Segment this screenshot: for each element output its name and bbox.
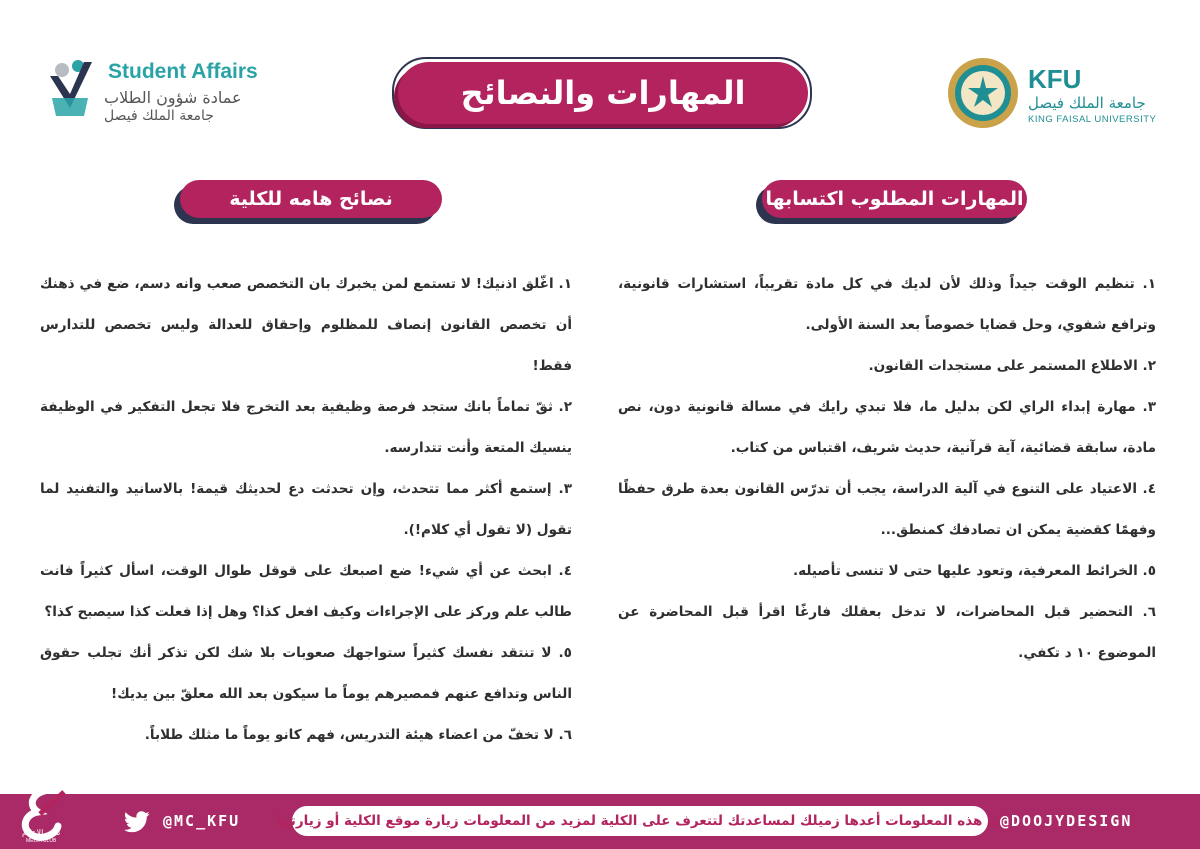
skills-list xyxy=(618,264,1156,674)
student-affairs-en: Student Affairs xyxy=(108,60,258,83)
skill-item: ٢. الاطلاع المستمر على مستجدات القانون. xyxy=(868,358,1156,374)
tips-heading: نصائح هامه للكلية xyxy=(180,180,442,218)
tip-item: ٣. إستمع أكثر مما تتحدث، وإن تحدثت دع لحديثك قيمة! بالاسانيد والتفنيد لما تقول (لا تقول أي كلام!). xyxy=(40,481,572,538)
page-title: المهارات والنصائح xyxy=(398,62,808,124)
student-affairs-logo xyxy=(48,58,258,128)
kfu-name-ar: جامعة الملك فيصل xyxy=(1028,94,1146,112)
tip-item: ١. اغّلق اذنيك! لا تستمع لمن يخبرك بان التخصص صعب وانه دسم، ضع في ذهنك أن تخصص القانون إنصاف للمظلوم وإحقاق للعدالة وليس تخصص للتدارس فقط! xyxy=(40,276,572,374)
tip-item: ٥. لا تنتقد نفسك كثيراً ستواجهك صعوبات بلا شك لكن تذكر أنك تجلب حقوق الناس وتدافع عنهم فمصيرهم يوماً ما سيكون بعد الله معلقّ بين يديك! xyxy=(40,645,572,702)
skill-item: ٤. الاعتياد على التنوع في آلية الدراسة، يجب أن تدرّس القانون بعدة طرق حفظًا وفهمًا كقضية يمكن ان تصادفك كمنطق... xyxy=(618,481,1156,538)
kfu-seal-icon xyxy=(946,56,1020,130)
student-affairs-ar: عمادة شؤون الطلاب xyxy=(104,88,242,107)
media-club-ar: نادي الإعلام xyxy=(22,828,61,837)
student-affairs-university-ar: جامعة الملك فيصل xyxy=(104,108,214,124)
student-affairs-emblem-icon xyxy=(48,58,100,124)
tip-item: ٢. ثقّ تماماً بانك ستجد فرصة وظيفية بعد التخرج فلا تجعل التفكير في الوظيفة ينسيك المتعة وأنت تتدارسه. xyxy=(40,399,572,456)
kfu-abbr: KFU xyxy=(1028,64,1082,94)
skill-item: ١. تنظيم الوقت جيداً وذلك لأن لديك في كل مادة تقريباً، استشارات قانونية، وترافع شفوي، وحل قضايا خصوصاً بعد السنة الأولى. xyxy=(618,276,1156,333)
skill-item: ٦. التحضير قبل المحاضرات، لا تدخل بعقلك فارغًا اقرأ قبل المحاضرة عن الموضوع ١٠ د تكفي. xyxy=(618,604,1156,661)
kfu-name-en: KING FAISAL UNIVERSITY xyxy=(1028,114,1157,125)
footer-message: ان هذه المعلومات أعدها زميلك لمساعدتك لتتعرف على الكلية لمزيد من المعلومات زيارة موقع الكلية أو زيارتها xyxy=(292,806,988,836)
twitter-handle[interactable]: @MC_KFU xyxy=(163,812,241,830)
skill-item: ٥. الخرائط المعرفية، وتعود عليها حتى لا تنسى تأصيله. xyxy=(792,563,1156,579)
tip-item: ٦. لا تخفّ من اعضاء هيئة التدريس، فهم كانو يوماً ما مثلك طلاباً. xyxy=(144,727,572,743)
twitter-icon[interactable] xyxy=(124,811,150,833)
tips-list xyxy=(40,264,572,756)
skills-heading: المهارات المطلوب اكتسابها xyxy=(762,180,1027,218)
skill-item: ٣. مهارة إبداء الراي لكن بدليل ما، فلا تبدي رايك في مسالة قانونية دون، نص مادة، سابقة قضائية، آية قرآنية، حديث شريف، اقتباس من كتاب. xyxy=(618,399,1156,456)
tip-item: ٤. ابحث عن أي شيء! ضع اصبعك على قوقل طوال الوقت، اسأل كثيراً فانت طالب علم وركز على الإجراءات وكيف افعل كذا؟ وهل إذا فعلت كذا سيصبح كذا؟ xyxy=(40,563,572,620)
designer-handle[interactable]: @DOOJYDESIGN xyxy=(1000,812,1133,830)
kfu-logo xyxy=(946,56,1156,132)
media-club-en: MEDIA CLUB xyxy=(26,838,57,844)
